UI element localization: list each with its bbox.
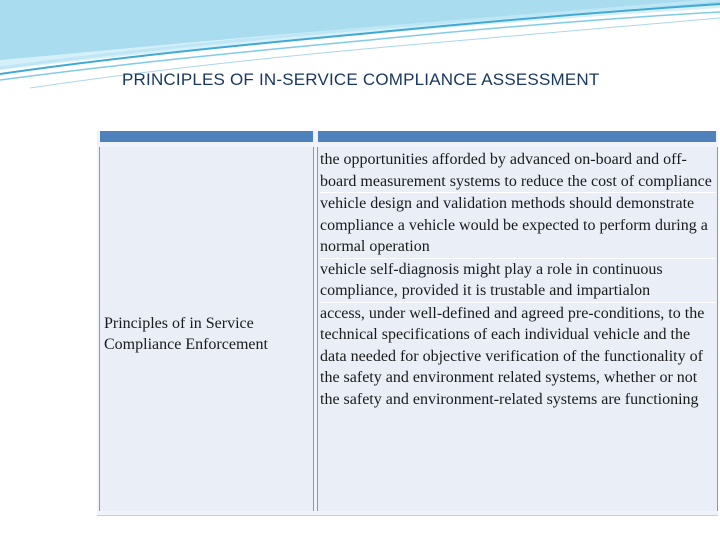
page-title: PRINCIPLES OF IN-SERVICE COMPLIANCE ASSESSMENT [122, 70, 600, 89]
principles-label: Principles of in Service Compliance Enforcement [104, 315, 268, 353]
table-cell-left [99, 147, 314, 511]
list-item: vehicle design and validation methods should demonstrate compliance a vehicle would be expected to perform during a normal operation [320, 193, 716, 259]
list-item: vehicle self-diagnosis might play a role in continuous compliance, provided it is trustable and impartialon [320, 259, 716, 303]
principles-list [320, 149, 716, 410]
table-header-left [100, 131, 313, 142]
table-cell-right [317, 147, 718, 511]
table-header-right [318, 131, 716, 142]
list-item: the opportunities afforded by advanced on-board and off-board measurement systems to reduce the cost of compliance [320, 149, 716, 193]
list-item: access, under well-defined and agreed pre-conditions, to the technical specifications of each individual vehicle and the data needed for objective verification of the functionality of the safety and environment related systems, whether or not the safety and environment-related systems are functioning [320, 304, 705, 408]
principles-table [97, 131, 718, 516]
